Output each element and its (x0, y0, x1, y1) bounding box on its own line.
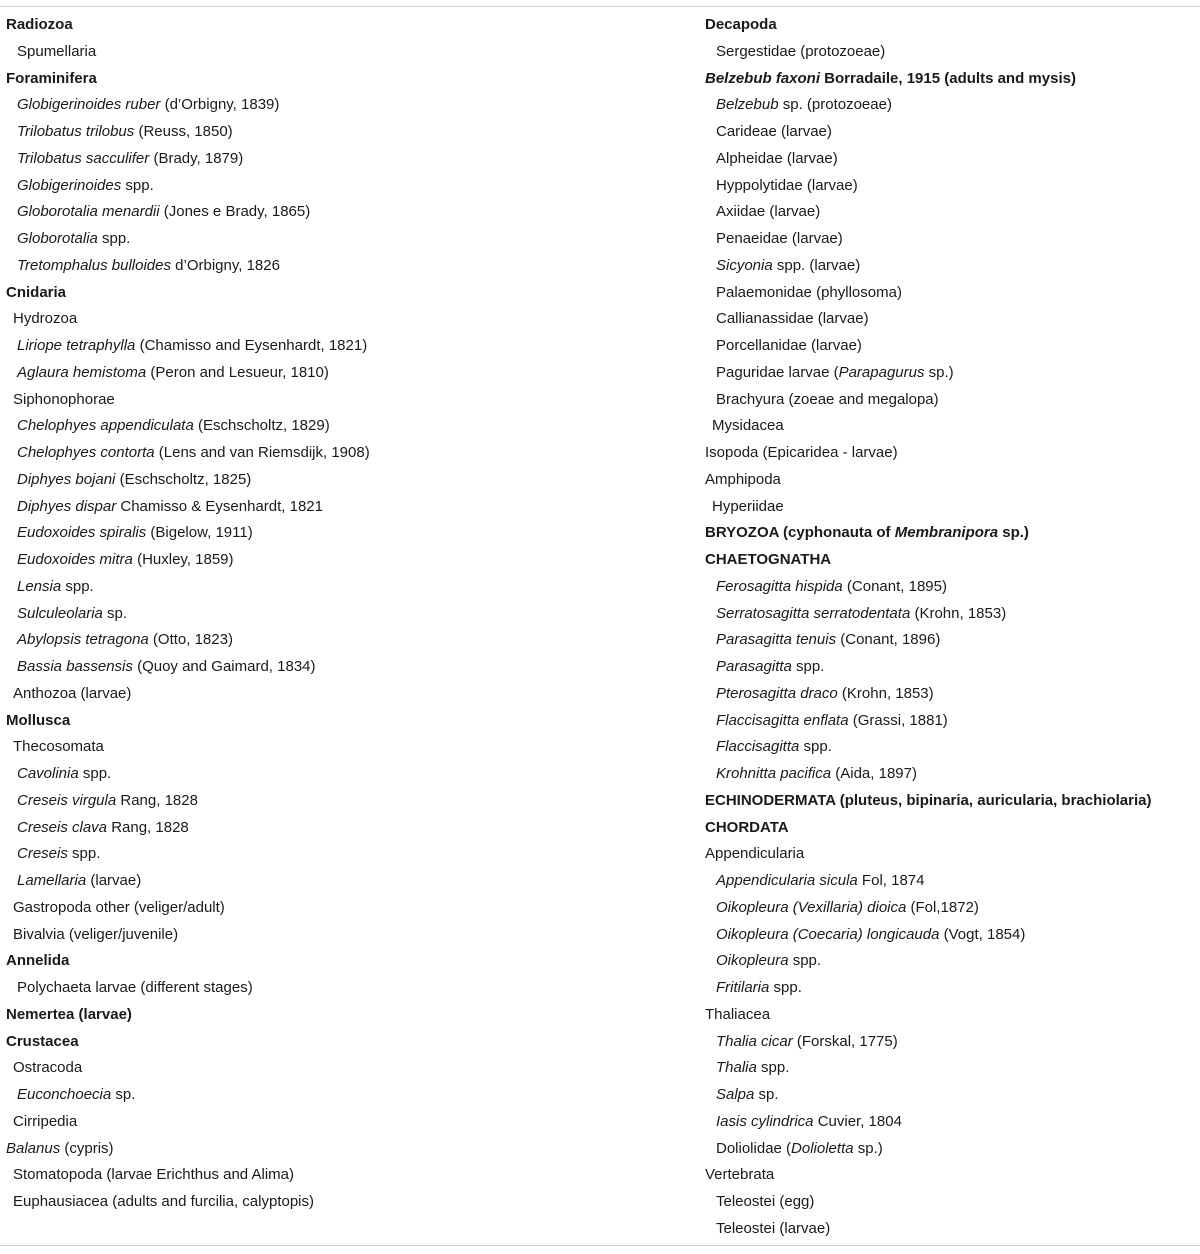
taxon-entry (705, 627, 1197, 654)
taxon-entry (6, 1189, 696, 1216)
taxon-entry (6, 520, 696, 547)
taxon-group-heading (705, 12, 1197, 39)
taxon-text: Rang, 1828 (116, 791, 198, 809)
taxon-entry (6, 467, 696, 494)
taxon-entry (705, 440, 1197, 467)
taxon-name-italic: Cavolinia (17, 765, 79, 782)
taxon-text: Decapoda (705, 16, 777, 33)
taxon-entry (705, 601, 1197, 628)
taxon-text: (Krohn, 1853) (837, 684, 934, 702)
taxon-entry (705, 948, 1197, 975)
taxon-entry (705, 922, 1197, 949)
taxon-name-italic: Dolioletta (791, 1139, 854, 1157)
taxon-name-italic: Trilobatus sacculifer (17, 149, 150, 167)
taxon-text: Stomatopoda (larvae Erichthus and Alima) (13, 1166, 294, 1184)
taxon-entry (705, 253, 1197, 280)
taxon-entry (6, 199, 696, 226)
taxon-text: sp. (protozoeae) (778, 96, 892, 114)
taxon-text: (d’Orbigny, 1839) (160, 96, 280, 114)
taxon-entry (6, 333, 696, 360)
taxon-text: CHORDATA (705, 818, 789, 836)
taxon-entry (705, 761, 1197, 788)
taxon-entry (6, 1162, 696, 1189)
taxon-entry (6, 360, 696, 387)
taxon-entry (705, 39, 1197, 66)
taxon-text: Spumellaria (17, 42, 97, 60)
taxon-text: Fol, 1874 (857, 872, 925, 889)
taxon-text: Appendicularia (705, 845, 805, 863)
taxon-name-italic: Flaccisagitta enflata (716, 711, 849, 729)
taxon-entry (705, 975, 1197, 1002)
taxon-name-italic: Sulculeolaria (17, 604, 103, 622)
taxon-text: Hydrozoa (13, 310, 78, 328)
taxon-text: (Bigelow, 1911) (146, 524, 253, 542)
taxon-name-italic: Oikopleura (716, 952, 789, 970)
taxon-name-italic: Globigerinoides (17, 176, 122, 194)
taxon-name-italic: Balanus (6, 1139, 61, 1157)
taxon-text: (Vogt, 1854) (939, 925, 1026, 943)
taxon-text: Penaeidae (larvae) (716, 230, 843, 247)
taxon-text: (Brady, 1879) (149, 149, 244, 167)
taxon-name-italic: Eudoxoides spiralis (17, 524, 147, 542)
taxon-entry (6, 868, 696, 895)
taxon-name-italic: Serratosagitta serratodentata (716, 604, 911, 622)
taxon-name-italic: Belzebub (716, 96, 779, 114)
taxon-entry (705, 574, 1197, 601)
taxon-entry (6, 306, 696, 333)
taxon-text: Teleostei (egg) (716, 1193, 815, 1210)
taxon-text: (Conant, 1896) (836, 631, 941, 649)
taxon-text: Foraminifera (6, 69, 97, 87)
taxon-name-italic: Liriope tetraphylla (17, 337, 136, 354)
taxon-entry (705, 1216, 1197, 1243)
taxon-name-italic: Euconchoecia (17, 1086, 112, 1103)
taxon-group-heading (705, 547, 1197, 574)
taxon-text: sp.) (853, 1139, 883, 1157)
taxon-text: (Peron and Lesueur, 1810) (146, 363, 329, 381)
taxon-text: (Eschscholtz, 1829) (193, 417, 330, 435)
taxon-text: Paguridae larvae ( (716, 363, 839, 381)
taxon-text: Rang, 1828 (107, 818, 189, 836)
taxon-entry (705, 1002, 1197, 1029)
taxon-entry (6, 547, 696, 574)
taxon-name-italic: Ferosagitta hispida (716, 577, 843, 595)
taxon-name-italic: Creseis clava (17, 818, 108, 836)
taxon-name-italic: Salpa (716, 1086, 755, 1103)
taxon-entry (705, 280, 1197, 307)
taxon-name-italic: Thalia (716, 1059, 757, 1077)
taxon-text: Borradaile, 1915 (adults and mysis) (820, 69, 1076, 87)
taxon-text: (cypris) (60, 1139, 114, 1157)
taxon-text: (Quoy and Gaimard, 1834) (132, 658, 316, 675)
taxon-text: spp. (791, 658, 825, 675)
taxon-entry (6, 681, 696, 708)
taxon-text: (Forskal, 1775) (792, 1032, 898, 1050)
taxon-name-italic: Flaccisagitta (716, 738, 800, 756)
taxon-entry (6, 146, 696, 173)
taxon-name-italic: Chelophyes appendiculata (17, 417, 194, 435)
taxon-entry (6, 788, 696, 815)
taxon-text: Ostracoda (13, 1059, 83, 1077)
taxon-text: spp. (61, 577, 94, 595)
taxon-text: Sergestidae (protozoeae) (716, 42, 886, 60)
taxon-entry (705, 360, 1197, 387)
taxon-text: Siphonophorae (13, 390, 115, 408)
taxon-name-italic: Membranipora (894, 524, 999, 542)
taxon-text: (Conant, 1895) (842, 577, 947, 595)
taxon-entry (705, 119, 1197, 146)
taxon-text: Doliolidae ( (716, 1139, 792, 1157)
taxon-entry (6, 895, 696, 922)
taxon-text: sp. (111, 1086, 136, 1103)
taxon-name-italic: Oikopleura (Coecaria) longicauda (716, 925, 940, 943)
taxon-name-italic: Globigerinoides ruber (17, 96, 161, 114)
taxon-text: BRYOZOA (cyphonauta of (705, 524, 895, 542)
taxon-entry (705, 1082, 1197, 1109)
taxon-entry (6, 1055, 696, 1082)
taxon-name-italic: Aglaura hemistoma (17, 363, 147, 381)
taxon-entry (705, 1136, 1197, 1163)
taxon-entry (705, 333, 1197, 360)
taxon-text: Mollusca (6, 711, 71, 729)
taxon-entry (705, 494, 1197, 521)
taxon-name-italic: Appendicularia sicula (716, 872, 858, 889)
taxon-text: Callianassidae (larvae) (716, 310, 869, 328)
taxon-entry (705, 413, 1197, 440)
taxon-entry (705, 1162, 1197, 1189)
taxon-name-italic: Chelophyes contorta (17, 444, 155, 461)
taxon-text: (Otto, 1823) (148, 631, 233, 649)
taxon-entry (705, 92, 1197, 119)
taxon-text: Vertebrata (705, 1166, 775, 1184)
taxon-group-heading (6, 280, 696, 307)
taxon-entry (6, 387, 696, 414)
taxon-entry (705, 1055, 1197, 1082)
taxon-entry (6, 627, 696, 654)
taxon-text: sp. (754, 1086, 779, 1103)
taxon-entry (6, 413, 696, 440)
taxon-group-heading (6, 1002, 696, 1029)
taxon-text: Hyperiidae (712, 497, 784, 515)
taxon-name-italic: Pterosagitta draco (716, 684, 838, 702)
taxon-text: spp. (97, 230, 131, 247)
taxon-entry (6, 975, 696, 1002)
taxon-entry (705, 734, 1197, 761)
taxon-name-italic: Parapagurus (838, 363, 925, 381)
taxon-text: Thaliacea (705, 1005, 771, 1023)
taxon-group-heading (6, 948, 696, 975)
taxon-name-italic: Krohnitta pacifica (716, 765, 832, 782)
taxon-entry (705, 868, 1197, 895)
taxon-text: Brachyura (zoeae and megalopa) (716, 390, 939, 408)
taxon-text: Polychaeta larvae (different stages) (17, 979, 253, 996)
taxon-text: sp.) (924, 363, 954, 381)
taxon-entry (705, 467, 1197, 494)
taxon-text: (Jones e Brady, 1865) (159, 203, 311, 221)
taxon-entry (6, 39, 696, 66)
taxon-name-italic: Trilobatus trilobus (17, 123, 135, 140)
taxon-text: spp. (78, 765, 112, 782)
taxon-name-italic: Fritilaria (716, 979, 770, 996)
taxon-text: spp. (larvae) (772, 256, 861, 274)
taxon-group-heading (6, 1029, 696, 1056)
taxon-text: Carideae (larvae) (716, 123, 832, 140)
taxon-entry (705, 654, 1197, 681)
taxon-name-italic: Lamellaria (17, 872, 87, 889)
taxon-text: Isopoda (Epicaridea - larvae) (705, 444, 898, 461)
taxon-entry (705, 681, 1197, 708)
taxon-name-italic: Oikopleura (Vexillaria) dioica (716, 898, 907, 916)
taxon-entry (6, 440, 696, 467)
taxon-text: Anthozoa (larvae) (13, 684, 132, 702)
taxa-list-right-column (705, 12, 1197, 1243)
taxon-name-italic: Globorotalia (17, 230, 98, 247)
taxon-text: spp. (67, 845, 101, 863)
taxon-text: Cirripedia (13, 1112, 78, 1130)
taxon-text: ECHINODERMATA (pluteus, bipinaria, auricularia, brachiolaria) (705, 791, 1152, 809)
taxon-entry (6, 761, 696, 788)
taxon-name-italic: Globorotalia menardii (17, 203, 160, 221)
taxon-entry (6, 574, 696, 601)
taxon-name-italic: Diphyes bojani (17, 470, 116, 488)
taxon-text: spp. (788, 952, 822, 970)
taxon-entry (705, 146, 1197, 173)
taxon-text: spp. (769, 979, 802, 996)
taxon-text: CHAETOGNATHA (705, 551, 832, 568)
taxon-text: (Reuss, 1850) (134, 123, 233, 140)
taxon-entry (6, 922, 696, 949)
taxon-text: Bivalvia (veliger/juvenile) (13, 925, 179, 943)
taxon-entry (6, 841, 696, 868)
taxon-name-italic: Creseis virgula (17, 791, 117, 809)
taxon-entry (6, 494, 696, 521)
taxon-entry (6, 226, 696, 253)
taxon-text: (Huxley, 1859) (132, 551, 234, 568)
taxon-name-italic: Creseis (17, 845, 68, 863)
taxon-entry (6, 1136, 696, 1163)
taxon-text: Crustacea (6, 1032, 79, 1050)
taxon-entry (6, 92, 696, 119)
taxon-name-italic: Parasagitta (716, 658, 792, 675)
taxon-entry (6, 1082, 696, 1109)
taxon-text: Radiozoa (6, 16, 73, 33)
taxon-text: spp. (756, 1059, 790, 1077)
table-top-rule (0, 6, 1200, 7)
taxon-text: Cuvier, 1804 (813, 1112, 902, 1130)
taxon-text: Porcellanidae (larvae) (716, 337, 862, 354)
taxon-text: (Grassi, 1881) (848, 711, 948, 729)
taxon-entry (6, 654, 696, 681)
taxa-list-left-column (6, 12, 696, 1216)
taxon-entry (6, 601, 696, 628)
taxon-group-heading (705, 520, 1197, 547)
taxon-name-italic: Abylopsis tetragona (17, 631, 149, 649)
taxon-text: (Lens and van Riemsdijk, 1908) (154, 444, 370, 461)
taxon-name-italic: Belzebub faxoni (705, 69, 821, 87)
taxon-text: (Krohn, 1853) (910, 604, 1007, 622)
taxon-text: Teleostei (larvae) (716, 1219, 831, 1237)
taxon-group-heading (705, 66, 1197, 93)
taxon-entry (705, 306, 1197, 333)
taxon-text: Hyppolytidae (larvae) (716, 176, 858, 194)
taxon-text: spp. (799, 738, 832, 756)
taxon-entry (705, 841, 1197, 868)
taxon-entry (6, 815, 696, 842)
taxon-text: d’Orbigny, 1826 (170, 256, 280, 274)
taxon-entry (705, 1109, 1197, 1136)
taxon-name-italic: Sicyonia (716, 256, 773, 274)
taxon-text: Mysidacea (712, 417, 784, 435)
taxon-name-italic: Eudoxoides mitra (17, 551, 133, 568)
taxon-entry (705, 199, 1197, 226)
taxon-entry (6, 1109, 696, 1136)
taxon-name-italic: Tretomphalus bulloides (17, 256, 171, 274)
taxon-text: Nemertea (larvae) (6, 1005, 132, 1023)
taxon-entry (6, 734, 696, 761)
taxon-text: Alpheidae (larvae) (716, 149, 838, 167)
taxon-text: Annelida (6, 952, 70, 970)
taxon-text: Axiidae (larvae) (716, 203, 821, 221)
taxon-name-italic: Parasagitta tenuis (716, 631, 837, 649)
taxon-entry (705, 387, 1197, 414)
taxon-entry (6, 173, 696, 200)
taxon-group-heading (6, 12, 696, 39)
taxon-name-italic: Lensia (17, 577, 62, 595)
taxon-text: (Aida, 1897) (831, 765, 917, 782)
taxon-entry (6, 253, 696, 280)
taxon-group-heading (6, 66, 696, 93)
table-bottom-rule (0, 1245, 1200, 1246)
taxon-text: (Fol,1872) (906, 898, 979, 916)
taxon-text: Chamisso & Eysenhardt, 1821 (116, 497, 323, 515)
taxon-text: (Eschscholtz, 1825) (115, 470, 252, 488)
taxon-entry (6, 119, 696, 146)
taxon-entry (705, 1029, 1197, 1056)
taxon-name-italic: Bassia bassensis (17, 658, 133, 675)
taxon-entry (705, 226, 1197, 253)
taxon-group-heading (705, 788, 1197, 815)
taxon-text: Amphipoda (705, 470, 781, 488)
taxon-entry (705, 1189, 1197, 1216)
taxon-group-heading (705, 815, 1197, 842)
taxon-text: Gastropoda other (veliger/adult) (13, 898, 225, 916)
taxon-text: spp. (121, 176, 154, 194)
taxon-text: (larvae) (86, 872, 142, 889)
taxon-name-italic: Iasis cylindrica (716, 1112, 814, 1130)
taxon-text: Thecosomata (13, 738, 104, 756)
taxon-text: sp.) (998, 524, 1029, 542)
taxon-text: (Chamisso and Eysenhardt, 1821) (135, 337, 368, 354)
taxon-text: sp. (102, 604, 128, 622)
taxon-entry (705, 173, 1197, 200)
taxon-group-heading (6, 708, 696, 735)
taxon-text: Cnidaria (6, 283, 67, 301)
taxon-entry (705, 895, 1197, 922)
taxon-text: Euphausiacea (adults and furcilia, calyptopis) (13, 1193, 315, 1210)
taxon-text: Palaemonidae (phyllosoma) (716, 283, 902, 301)
taxon-name-italic: Diphyes dispar (17, 497, 117, 515)
taxon-name-italic: Thalia cicar (716, 1032, 793, 1050)
taxon-entry (705, 708, 1197, 735)
